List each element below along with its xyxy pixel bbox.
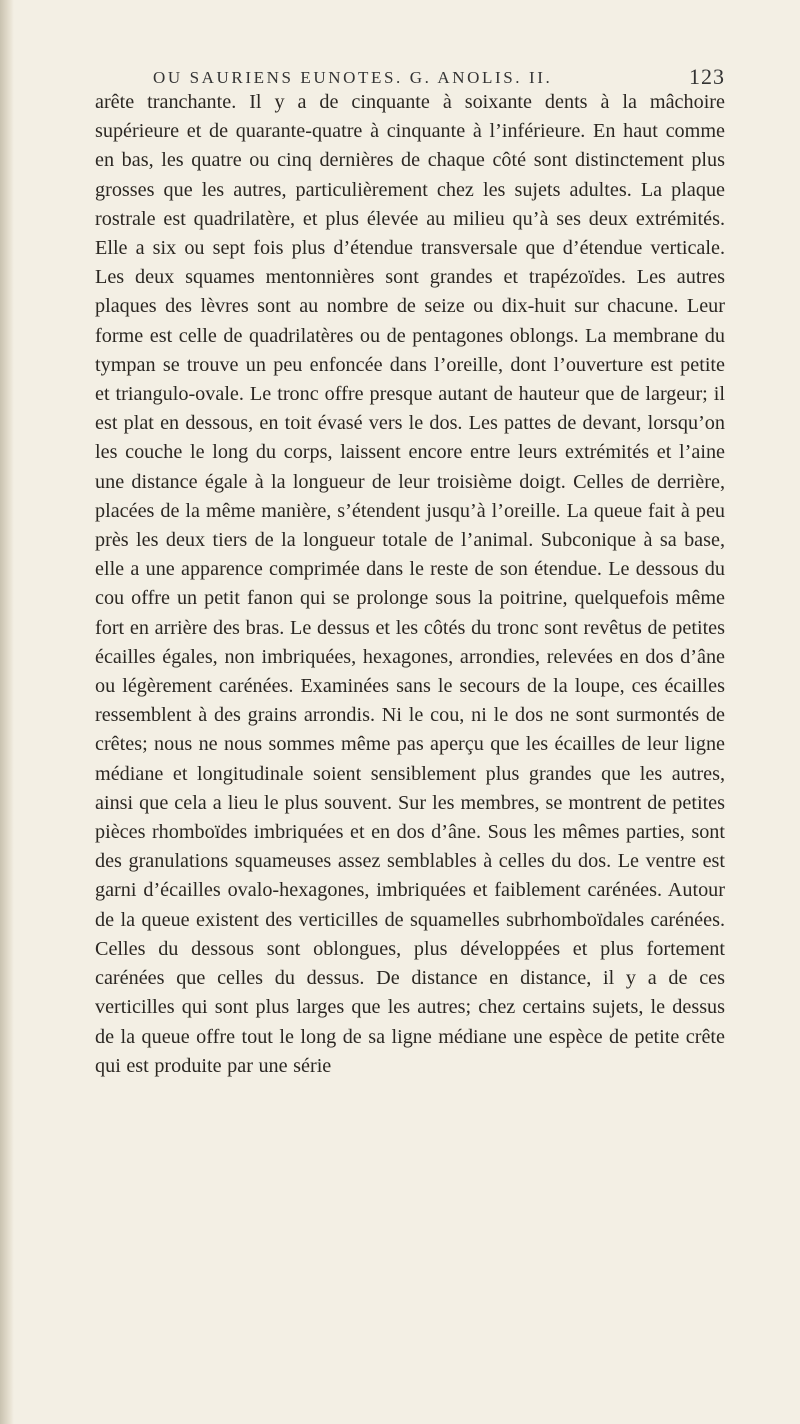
page-binding-edge [0, 0, 14, 1424]
page-header [95, 54, 725, 88]
body-paragraph: arête tranchante. Il y a de cinquante à soixante dents à la mâchoire supérieure et de quarante-quatre à cinquante à l’inférieure. En haut comme en bas, les quatre ou cinq dernières de chaque côté sont distinctement plus grosses que les autres, particulièrement chez les sujets adultes. La plaque rostrale est quadrilatère, et plus élevée au milieu qu’à ses deux extrémités. Elle a six ou sept fois plus d’étendue transversale que d’étendue verticale. Les deux squames mentonnières sont grandes et trapézoïdes. Les autres plaques des lèvres sont au nombre de seize ou dix-huit sur chacune. Leur forme est celle de quadrilatères ou de pentagones oblongs. La membrane du tympan se trouve un peu enfoncée dans l’oreille, dont l’ouverture est petite et triangulo-ovale. Le tronc offre presque autant de hauteur que de largeur; il est plat en dessous, en toit évasé vers le dos. Les pattes de devant, lorsqu’on les couche le long du corps, laissent encore entre leurs extrémités et l’aine une distance égale à la longueur de leur troisième doigt. Celles de derrière, placées de la même manière, s’étendent jusqu’à l’oreille. La queue fait à peu près les deux tiers de la longueur totale de l’animal. Subconique à sa base, elle a une apparence comprimée dans le reste de son étendue. Le dessous du cou offre un petit fanon qui se prolonge sous la poitrine, quelquefois même fort en arrière des bras. Le dessus et les côtés du tronc sont revêtus de petites écailles égales, non imbriquées, hexagones, arrondies, relevées en dos d’âne ou légèrement carénées. Examinées sans le secours de la loupe, ces écailles ressemblent à des grains arrondis. Ni le cou, ni le dos ne sont surmontés de crêtes; nous ne nous sommes même pas aperçu que les écailles de leur ligne médiane et longitudinale soient sensiblement plus grandes que les autres, ainsi que cela a lieu le plus souvent. Sur les membres, se montrent de petites pièces rhomboïdes imbriquées et en dos d’âne. Sous les mêmes parties, sont des granulations squameuses assez semblables à celles du dos. Le ventre est garni d’écailles ovalo-hexagones, imbriquées et faiblement carénées. Autour de la queue existent des verticilles de squamelles subrhomboïdales carénées. Celles du dessous sont oblongues, plus développées et plus fortement carénées que celles du dessus. De distance en distance, il y a de ces verticilles qui sont plus larges que les autres; chez certains sujets, le dessus de la queue offre tout le long de sa ligne médiane une espèce de petite crête qui est produite par une série [95, 91, 725, 1077]
book-page [95, 54, 725, 1081]
page-number: 123 [689, 64, 725, 89]
running-title: OU SAURIENS EUNOTES. G. ANOLIS. II. [153, 68, 553, 87]
